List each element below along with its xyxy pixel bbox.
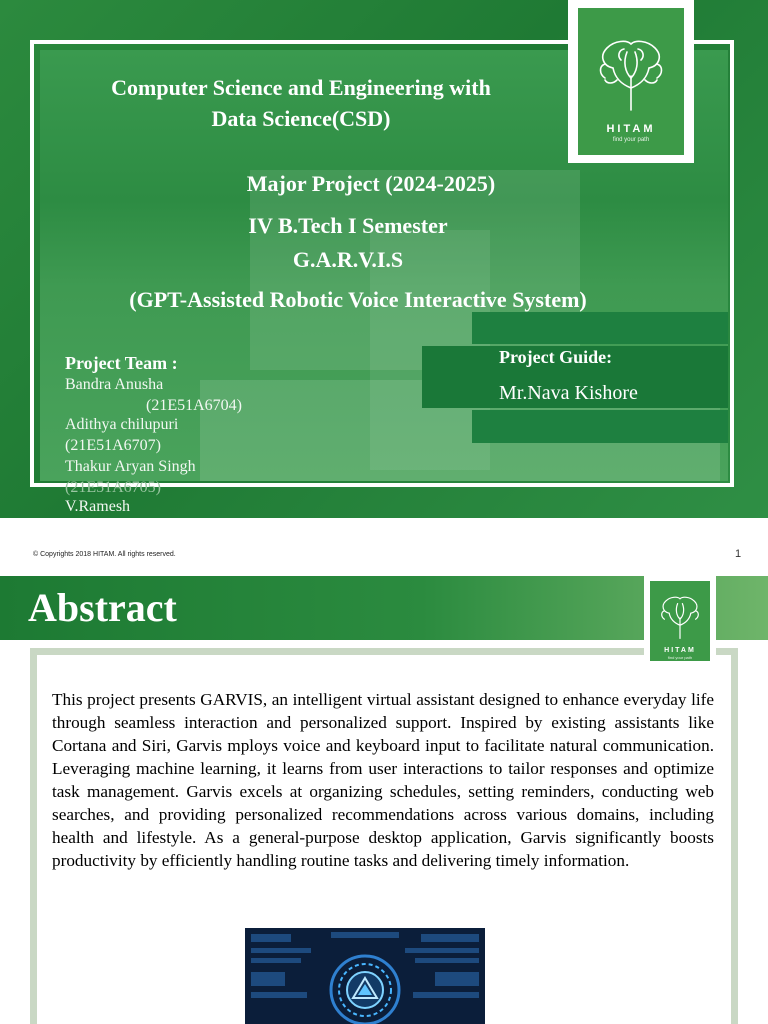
- slide-title: Abstract: [28, 585, 177, 630]
- tree-brain-icon: [656, 595, 704, 641]
- team-member-line: Thakur Aryan Singh: [65, 458, 196, 475]
- guide-label: Project Guide:: [499, 347, 613, 367]
- department-line-1: Computer Science and Engineering with: [111, 75, 491, 100]
- hud-interface-image: [245, 928, 485, 1024]
- department-line-2: Data Science(CSD): [211, 106, 391, 131]
- copyright-footer: © Copyrights 2018 HITAM. All rights reserved.: [33, 551, 176, 558]
- team-title: Project Team :: [65, 353, 178, 373]
- team-member-line: Adithya chilupuri: [65, 416, 179, 433]
- semester: IV B.Tech I Semester: [248, 213, 448, 238]
- abstract-paragraph: This project presents GARVIS, an intelligent virtual assistant designed to enhance everyday life through seamless interaction and personalized support. Inspired by existing assistants like Cortana and Siri, Garvis mploys voice and keyboard input to facilitate natural communication. Leveraging machine learning, it learns from user interactions to tailor responses and optimize task management. Garvis excels at organizing schedules, setting reminders, conducting web searches, and providing personalized recommendations across various domains, including health and lifestyle. As a general-purpose desktop application, Garvis significantly boosts productivity by efficiently handling routine tasks and delivering timely information.: [52, 690, 714, 870]
- team-member-line: V.Ramesh: [65, 498, 131, 515]
- tree-brain-icon: [591, 38, 671, 114]
- team-member-line: Bandra Anusha: [65, 376, 164, 393]
- project-year: Major Project (2024-2025): [246, 171, 496, 196]
- team-member-line: (21E51A6704): [146, 397, 242, 414]
- logo-tagline: find your path: [667, 655, 693, 660]
- hitam-logo: [644, 576, 716, 666]
- logo-wordmark: HITAM: [606, 123, 656, 135]
- arc-reactor-hud-icon: [245, 928, 485, 1024]
- logo-wordmark: HITAM: [664, 647, 696, 654]
- project-fullform: (GPT-Assisted Robotic Voice Interactive System): [129, 287, 587, 312]
- page-number: 1: [735, 548, 742, 560]
- team-member-line: (21E51A6707): [65, 437, 161, 454]
- hitam-logo: [568, 0, 694, 163]
- project-name: G.A.R.V.I.S: [292, 247, 404, 272]
- team-member-line: (21E51A6705): [65, 479, 161, 496]
- logo-tagline: find your path: [612, 137, 650, 143]
- guide-name: Mr.Nava Kishore: [499, 382, 638, 404]
- abstract-slide: [0, 576, 768, 1024]
